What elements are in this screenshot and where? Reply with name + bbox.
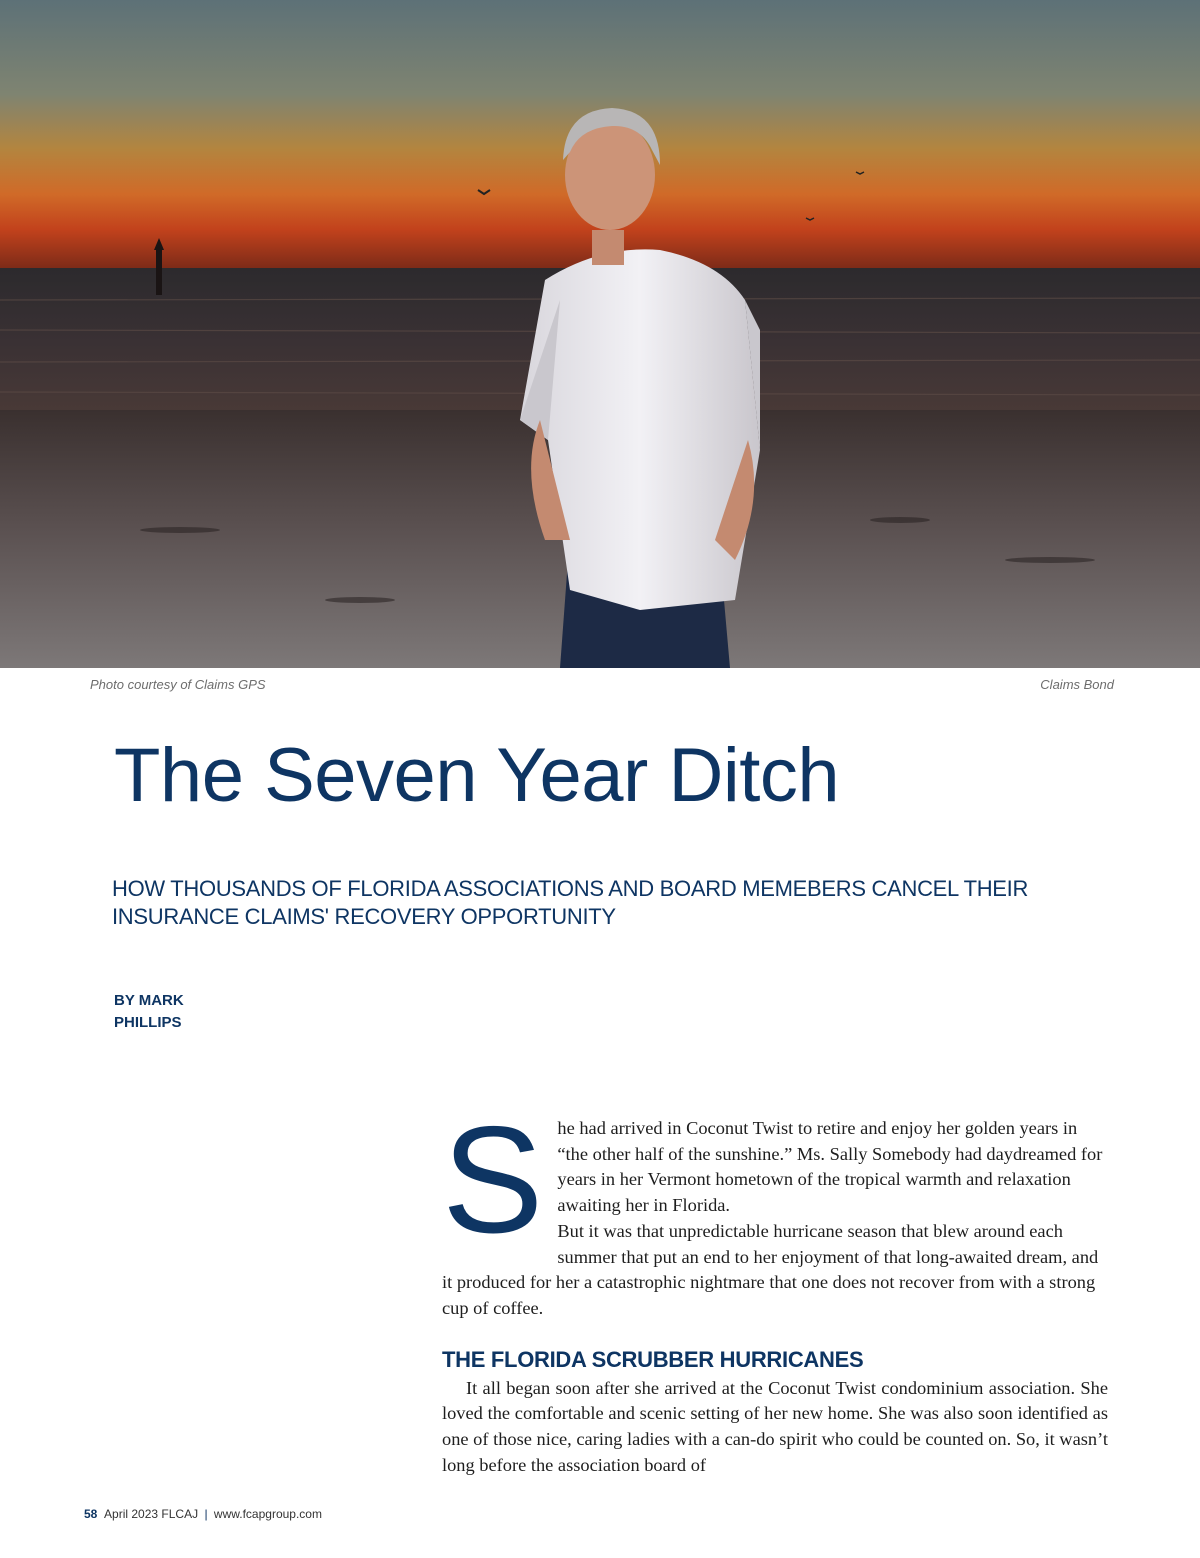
website-link[interactable]: www.fcapgroup.com [213,1507,322,1521]
photo-credit: Photo courtesy of Claims GPS [90,677,266,692]
issue-date: April 2023 [104,1507,159,1521]
drop-cap: S [442,1095,544,1265]
article-subtitle: HOW THOUSANDS OF FLORIDA ASSOCIATIONS AND BOARD MEMEBERS CANCEL THEIR INSURANCE CLAIMS' RECOVERY OPPORTUNITY [112,876,1029,929]
byline-line-1: BY MARK [114,992,184,1009]
article-title: The Seven Year Ditch [114,733,840,818]
page-number: 58 [84,1507,98,1521]
page-footer [84,1507,322,1521]
section-heading: THE FLORIDA SCRUBBER HURRICANES [442,1346,864,1372]
photo-beach-sunset-man-icon [0,0,1200,668]
photo-caption: Claims Bond [1040,677,1114,692]
footer-separator: | [204,1507,208,1521]
byline [114,990,184,1034]
hero-photo [0,0,1200,668]
article-body [442,1095,1108,1478]
paragraph-1: he had arrived in Coconut Twist to retire and enjoy her golden years in “the other half of the sunshine.” Ms. Sally Somebody had daydreamed for years in her Vermont hometown of the tropical warmth and relaxation awaiting her in Florida. [557,1118,1103,1216]
paragraph-3: It all began soon after she arrived at the Coconut Twist condominium association. She loved the comfortable and scenic setting of her new home. She was also soon identified as one of those nice, caring ladies with a can-do spirit who could be counted on. So, it wasn’t long before the association board of [442,1377,1108,1475]
publication-name: FLCAJ [161,1507,199,1521]
byline-line-2: PHILLIPS [114,1014,182,1031]
paragraph-2: But it was that unpredictable hurricane season that blew around each summer that put an end to her enjoyment of that long-awaited dream, and it produced for her a catastrophic nightmare that one does not recover from with a strong cup of coffee. [442,1220,1099,1318]
